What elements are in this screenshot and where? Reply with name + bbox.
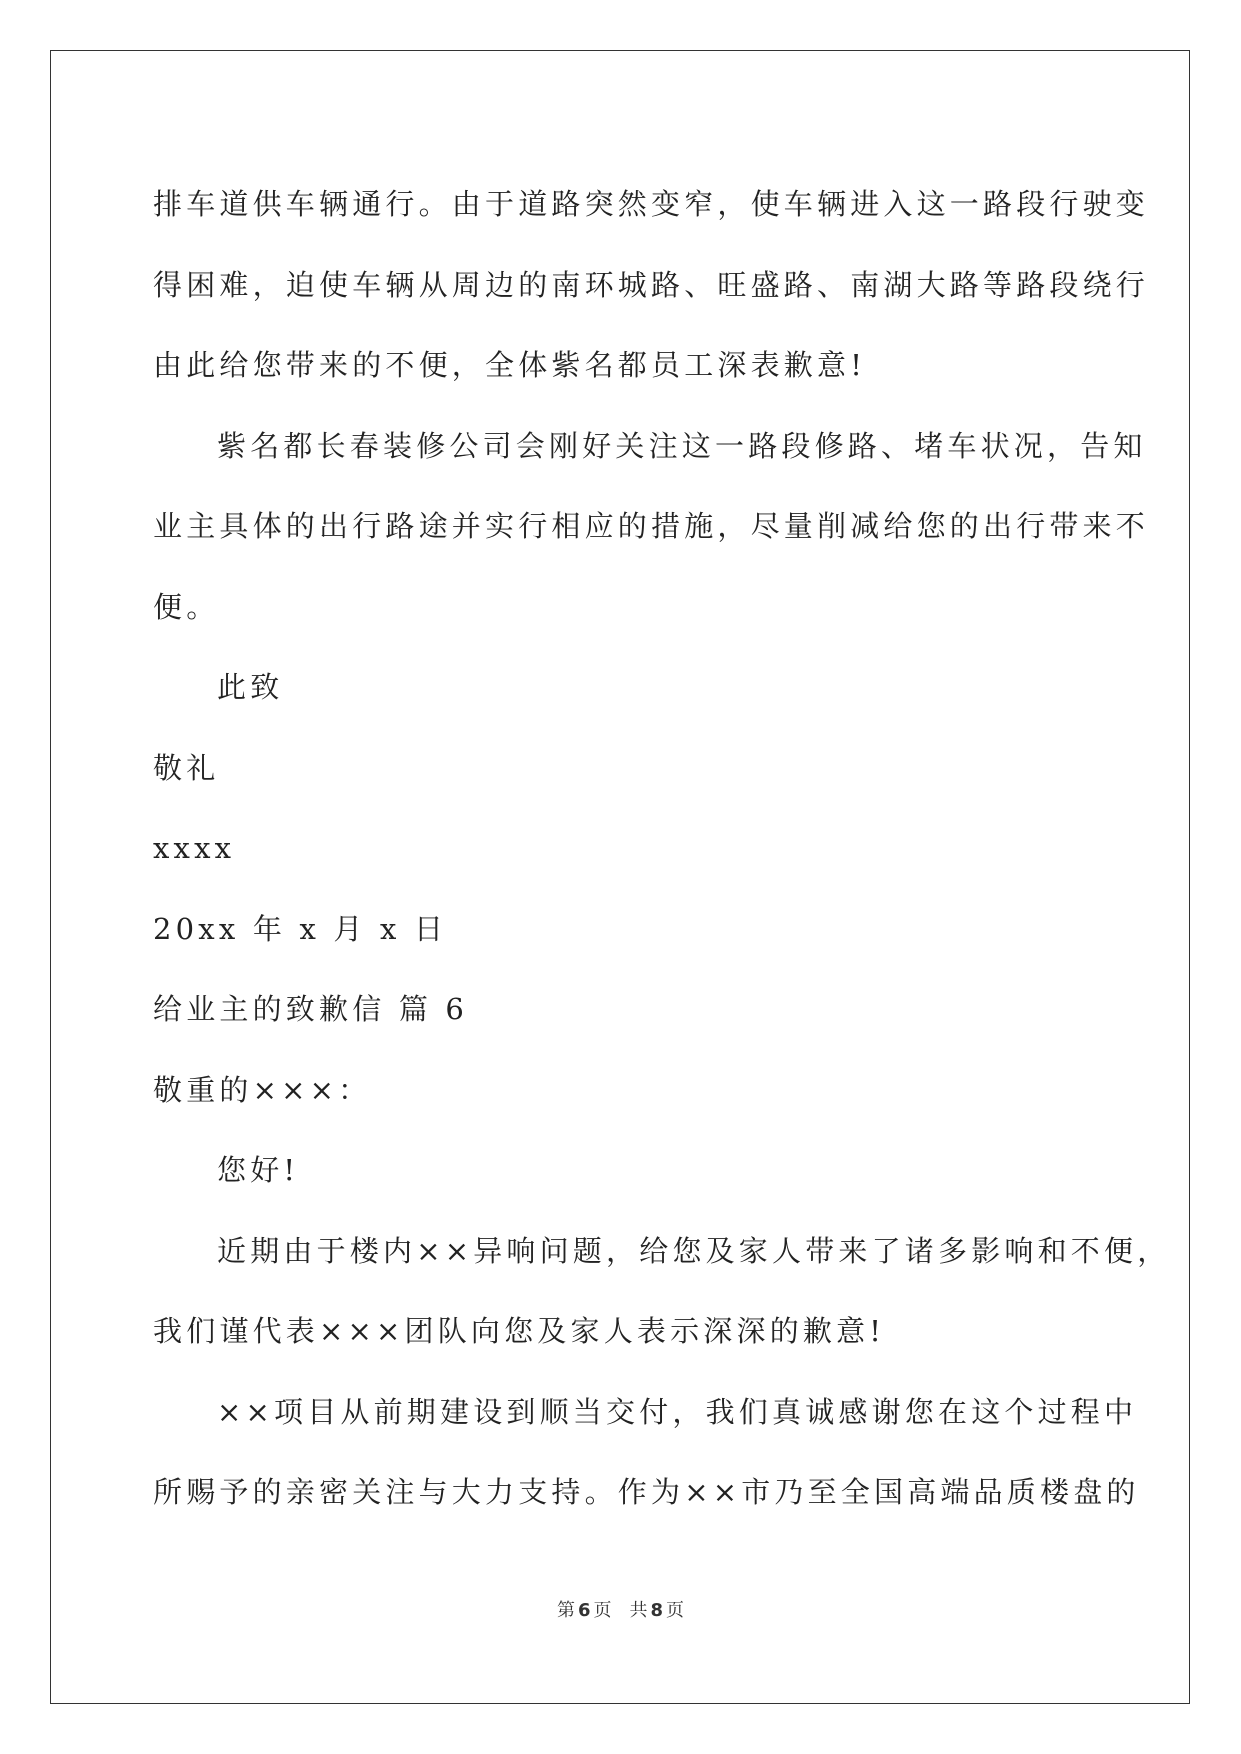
section-heading: 给业主的致歉信 篇 6 <box>153 992 469 1026</box>
paragraph-line: 业主具体的出行路途并实行相应的措施，尽量削减给您的出行带来不 <box>153 509 1150 543</box>
paragraph-line: 紫名都长春装修公司会刚好关注这一路段修路、堵车状况，告知 <box>217 428 1147 463</box>
document-body <box>153 164 1171 1533</box>
paragraph-line: 得困难，迫使车辆从周边的南环城路、旺盛路、南湖大路等路段绕行 <box>153 267 1150 302</box>
page-label-middle: 页 共 <box>593 1600 648 1621</box>
paragraph-line: ××项目从前期建设到顺当交付，我们真诚感谢您在这个过程中 <box>217 1394 1138 1429</box>
paragraph-line: 所赐予的亲密关注与大力支持。作为××市乃至全国高端品质楼盘的 <box>153 1475 1140 1509</box>
greeting: 敬重的×××： <box>153 1072 372 1107</box>
current-page-number: 6 <box>577 1600 591 1621</box>
closing-salutation: 此致 <box>217 670 284 704</box>
page-label-prefix: 第 <box>556 1600 575 1621</box>
paragraph-line: 排车道供车辆通行。由于道路突然变窄，使车辆进入这一路段行驶变 <box>153 187 1150 221</box>
paragraph-line: 由此给您带来的不便，全体紫名都员工深表歉意! <box>153 348 867 382</box>
paragraph-line: 我们谨代表×××团队向您及家人表示深深的歉意! <box>153 1314 886 1348</box>
total-page-number: 8 <box>650 1600 664 1621</box>
greeting-hello: 您好! <box>217 1153 300 1187</box>
signature: xxxx <box>153 831 236 865</box>
closing-regards: 敬礼 <box>153 750 220 785</box>
paragraph-line: 近期由于楼内××异响问题，给您及家人带来了诸多影响和不便， <box>217 1233 1171 1268</box>
page-footer <box>0 1596 1241 1622</box>
date-line: 20xx 年 x 月 x 日 <box>153 911 448 946</box>
paragraph-line: 便。 <box>153 589 220 624</box>
page-label-suffix: 页 <box>666 1600 685 1621</box>
